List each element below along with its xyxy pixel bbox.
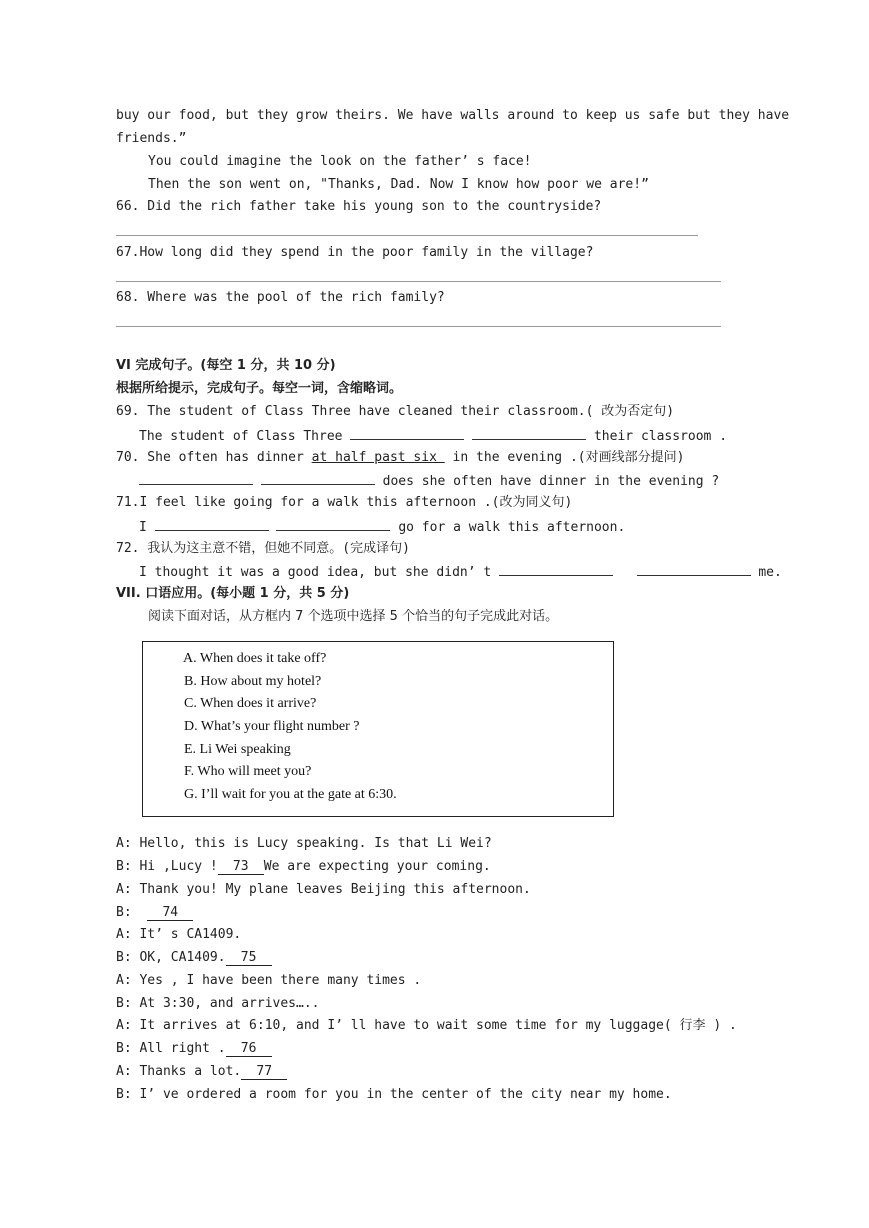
answer-line-68[interactable] (116, 326, 721, 327)
q70-underlined: at half past six (311, 450, 445, 465)
dialogue-line: B: At 3:30, and arrives….. (116, 996, 320, 1011)
question-69: 69. The student of Class Three have cleaned their classroom.( 改为否定句) (116, 404, 675, 419)
q72-start: I thought it was a good idea, but she didn’ t (139, 565, 492, 580)
story-line: buy our food, but they grow theirs. We have walls around to keep us safe but they have (116, 108, 790, 123)
dialogue-line: A: It’ s CA1409. (116, 927, 242, 942)
q69-end: their classroom . (593, 429, 728, 444)
option-b: B. How about my hotel? (184, 674, 322, 689)
blank-input[interactable] (499, 563, 613, 576)
q71-end: go for a walk this afternoon. (398, 520, 626, 535)
section-6-instruction: 根据所给提示，完成句子。每空一词，含缩略词。 (116, 381, 403, 396)
options-box (142, 641, 614, 817)
dialogue-line (116, 1064, 287, 1080)
question-71: 71.I feel like going for a walk this afternoon .(改为同义句) (116, 495, 573, 510)
dialogue-line (116, 950, 272, 966)
answer-blank-76[interactable]: 76 (226, 1042, 272, 1057)
question-72: 72. 我认为这主意不错，但她不同意。(完成译句) (116, 541, 410, 556)
question-72-answer-line (139, 563, 782, 581)
answer-blank-77[interactable]: 77 (241, 1065, 287, 1080)
dialogue-text: B: Hi ,Lucy ! (116, 859, 218, 874)
blank-input[interactable] (155, 518, 269, 531)
dialogue-text: A: Thanks a lot. (116, 1064, 242, 1079)
answer-line-67[interactable] (116, 281, 721, 282)
dialogue-text: B: All right . (116, 1041, 226, 1056)
section-6-title: VI 完成句子。(每空 1 分，共 10 分) (116, 358, 336, 373)
option-d: D. What’s your flight number ? (184, 719, 360, 734)
dialogue-line: A: It arrives at 6:10, and I’ ll have to wait some time for my luggage( 行李 ) . (116, 1018, 737, 1033)
answer-blank-75[interactable]: 75 (226, 951, 272, 966)
dialogue-text: We are expecting your coming. (263, 859, 491, 874)
option-c: C. When does it arrive? (184, 696, 317, 711)
question-71-answer-line (139, 518, 625, 536)
story-line: Then the son went on, "Thanks, Dad. Now I know how poor we are!” (148, 177, 649, 192)
option-e: E. Li Wei speaking (184, 742, 291, 757)
dialogue-line: A: Thank you! My plane leaves Beijing this afternoon. (116, 882, 531, 897)
blank-input[interactable] (139, 472, 253, 485)
q71-start: I (139, 520, 147, 535)
q70-post: in the evening .(对画线部分提问) (444, 450, 685, 465)
option-f: F. Who will meet you? (184, 764, 312, 779)
option-a: A. When does it take off? (183, 651, 327, 666)
dialogue-text: B: (116, 905, 140, 920)
dialogue-line (116, 859, 491, 875)
story-line: friends.” (116, 131, 187, 146)
dialogue-line: A: Hello, this is Lucy speaking. Is that Li Wei? (116, 836, 492, 851)
section-7-title: VII. 口语应用。(每小题 1 分，共 5 分) (116, 586, 350, 601)
section-7-instruction: 阅读下面对话，从方框内 7 个选项中选择 5 个恰当的句子完成此对话。 (148, 609, 559, 624)
q70-end: does she often have dinner in the evening ? (382, 474, 720, 489)
blank-input[interactable] (637, 563, 751, 576)
question-68: 68. Where was the pool of the rich family? (116, 290, 445, 305)
answer-blank-73[interactable]: 73 (218, 860, 264, 875)
dialogue-text: B: OK, CA1409. (116, 950, 226, 965)
question-70-answer-line (139, 472, 719, 490)
answer-blank-74[interactable]: 74 (147, 906, 193, 921)
q72-end: me. (758, 565, 782, 580)
blank-input[interactable] (261, 472, 375, 485)
blank-input[interactable] (276, 518, 390, 531)
answer-line-66[interactable] (116, 235, 698, 236)
dialogue-line: A: Yes , I have been there many times . (116, 973, 422, 988)
dialogue-line: B: I’ ve ordered a room for you in the center of the city near my home. (116, 1087, 672, 1102)
question-69-answer-line (139, 427, 727, 445)
dialogue-line (116, 1041, 272, 1057)
blank-input[interactable] (472, 427, 586, 440)
question-66: 66. Did the rich father take his young son to the countryside? (116, 199, 602, 214)
dialogue-line (116, 905, 193, 921)
q69-start: The student of Class Three (139, 429, 343, 444)
question-70 (116, 450, 684, 466)
story-line: You could imagine the look on the father’ s face! (148, 154, 532, 169)
option-g: G. I’ll wait for you at the gate at 6:30. (184, 787, 397, 802)
question-67: 67.How long did they spend in the poor family in the village? (116, 245, 594, 260)
q70-pre: 70. She often has dinner (116, 450, 312, 465)
blank-input[interactable] (350, 427, 464, 440)
